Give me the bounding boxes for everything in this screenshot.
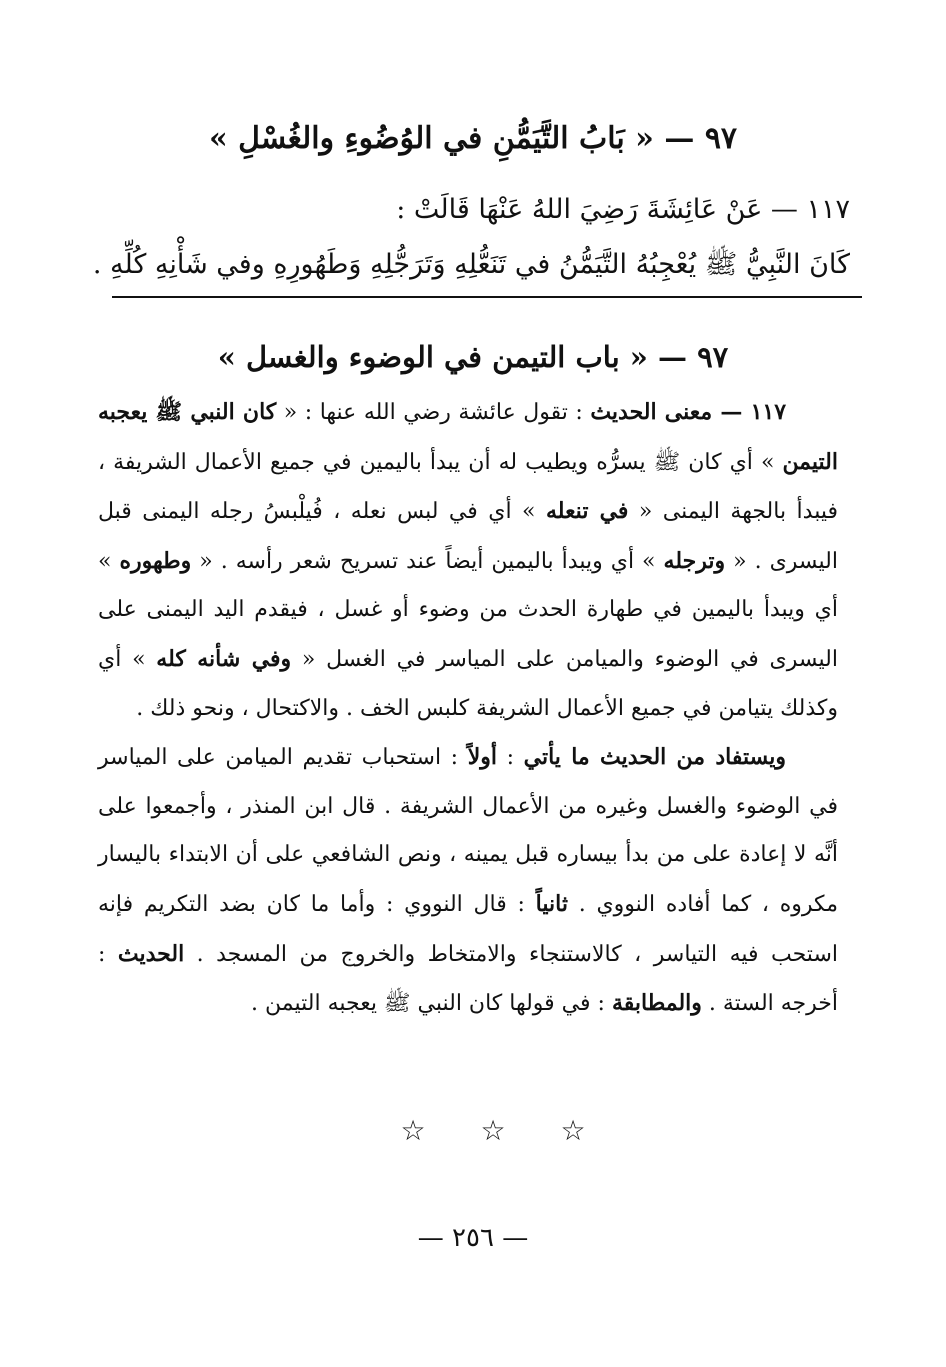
star-icon: ☆ <box>480 1114 506 1147</box>
text-run: : قال النووي : وأما ما كان بضد التكريم فإنه استحب فيه التياسر ، كالاستنجاء والامتخاط والخروج من المسجد . <box>98 891 838 967</box>
quoted-phrase: وطهوره <box>119 547 192 574</box>
quoted-phrase: وفي شأنه كله <box>156 645 292 672</box>
text-run: » أي كان ﷺ يسرُّه ويطيب له أن يبدأ باليمين في جميع الأعمال الشريفة ، فيبدأ بالجهة اليمنى « <box>98 449 839 525</box>
commentary-chapter-title: ٩٧ — « باب التيمن في الوضوء والغسل » <box>217 340 729 374</box>
text-run: » أي ويبدأ باليمين أيضاً عند تسريح شعر رأسه . « <box>191 548 664 574</box>
quoted-phrase: كان النبي ﷺ يعجبه التيمن <box>98 399 838 475</box>
divider-line <box>112 296 862 298</box>
text-run: : أخرجه الستة . <box>98 941 838 1017</box>
text-run: » أي في لبس نعله ، فُيلْبسُ رجله اليمنى قبل اليسرى . « <box>98 499 839 574</box>
point-label: ثانياً <box>535 890 568 917</box>
text-run: : استحباب تقديم الميامن على المياسر في الوضوء والغسل وغيره من الأعمال الشريفة . قال ابن المنذر ، وأجمعوا على أنَّه لا إعادة على من بدأ بيساره قبل يمينه ، ونص الشافعي على أن الابتداء باليسار مكروه ، كما أفاده النووي . <box>98 745 838 917</box>
text-run: : <box>497 745 524 771</box>
commentary-paragraph-2 <box>98 733 838 1029</box>
section-heading: ويستفاد من الحديث ما يأتي <box>523 744 786 771</box>
hadith-line-1: ١١٧ — عَنْ عَائِشَةَ رَضِيَ اللهُ عَنْهَا قَالَتْ : <box>396 194 850 225</box>
text-run: : تقول عائشة رضي الله عنها : « <box>276 400 591 425</box>
page-number: — ٢٥٦ — <box>417 1223 529 1253</box>
section-heading: معنى الحديث <box>590 399 713 425</box>
star-icon: ☆ <box>560 1114 586 1147</box>
text-run: » أي ويبدأ باليمين في طهارة الحدث من وضوء أو غسل ، فيقدم اليد اليمنى على اليسرى في الوضوء والميامن على المياسر في الغسل « <box>98 548 838 672</box>
text-run: : في قولها كان النبي ﷺ يعجبه التيمن . <box>251 991 612 1017</box>
text-run: » أي وكذلك يتيامن في جميع الأعمال الشريفة كلبس الخف . والاكتحال ، ونحو ذلك . <box>98 646 838 721</box>
section-ornament <box>393 1110 593 1152</box>
hadith-number: ١١٧ — <box>712 399 787 425</box>
quoted-phrase: وترجله <box>663 547 726 574</box>
chapter-title: ٩٧ — « بَابُ التَّيَمُّنِ في الوُضُوءِ والغُسْلِ » <box>208 121 738 156</box>
point-label: أولاً <box>467 744 497 771</box>
hadith-line-2: كَانَ النَّبِيُّ ﷺ يُعْجِبُهُ التَّيَمُّنُ في تَنَعُّلِهِ وَتَرَجُّلِهِ وَطَهُورِهِ وفي شَأْنِهِ كُلِّهِ . <box>92 249 850 280</box>
point-label: والمطابقة <box>611 990 702 1017</box>
commentary-paragraph-1 <box>98 388 838 733</box>
quoted-phrase: في تنعله <box>545 498 629 525</box>
star-icon: ☆ <box>400 1114 426 1147</box>
point-label: الحديث <box>117 940 185 967</box>
commentary-body <box>98 388 838 1029</box>
